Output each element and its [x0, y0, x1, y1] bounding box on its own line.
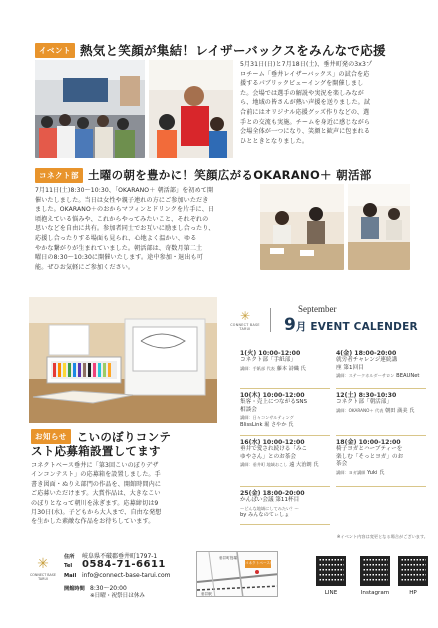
event-person: Yuki 氏 [367, 469, 385, 476]
map-label-connect-base: コネクトベース垂井 [245, 561, 278, 565]
asakatsu-section [0, 164, 438, 284]
connect-base-logo-icon: ✳ [37, 556, 49, 572]
asakatsu-body-line: 7月11日(土)8:30～10:30、「OKARANO＋ 朝活部」を初めて開 [35, 187, 214, 194]
asakatsu-body-line: 能。ぜひお気軽にご参加ください。 [35, 263, 135, 271]
event-title-cont: 茶会 [336, 461, 348, 468]
connect-base-logo-icon: ✳ [239, 309, 251, 323]
asakatsu-body-line: 催いたしました。当日は女性や親子連れの方にご参加いただき [35, 196, 209, 204]
event-date: 16(水) 10:00-12:00 [240, 439, 305, 446]
event-body-line: た。会場では選手の解説や実況を楽しみなが [240, 89, 364, 97]
address-value: 岐阜県不破郡垂井町1797-1 [82, 553, 158, 560]
address-label: 住所 [64, 554, 75, 560]
map-label-town-hall: 垂井町役場 [219, 556, 237, 560]
event-date: 1(火) 10:00-12:00 [240, 350, 301, 357]
event-date: 25(金) 18:00-20:00 [240, 490, 305, 497]
calendar-logo [226, 310, 264, 331]
calendar-event [336, 350, 428, 381]
event-title: かんぱい会議 第11杯目 [240, 497, 300, 504]
mail-value[interactable]: info@connect-base-tarui.com [82, 572, 171, 579]
asakatsu-body-line: ました。OKARANO＋のおからマフィンとドリンクを片手に、日 [35, 206, 215, 214]
calendar-event [336, 439, 428, 477]
calendar-event [240, 439, 332, 470]
notice-body-line: コネクトベース垂井に「第3回こいのぼりデザ [31, 462, 159, 469]
event-title-cont: 楽しむ「そっとヨガ」のお [336, 453, 404, 460]
event-person: by みんなのてぃしょ [240, 512, 290, 519]
event-photo-audience-illustration [35, 60, 145, 158]
event-date: 18(金) 10:00-12:00 [336, 439, 401, 446]
event-body-line: 会場全体が一つになり、笑顔と歓声に包まれる [240, 128, 371, 136]
event-heading [35, 41, 386, 59]
event-person: BEAUNet [396, 373, 420, 380]
hours-label: 開館時間 [64, 586, 85, 592]
calendar-note: ※イベント内容は変更となる場合がございます。 [336, 534, 428, 539]
notice-body-line: 書き図面・ぬりえ部門の作品を、開館時間内に [31, 480, 162, 488]
footer-closed: ※日曜・祝祭日は休み [90, 593, 146, 599]
event-date: 10(木) 10:00-12:00 [240, 392, 305, 399]
notice-tag: お知らせ [31, 429, 71, 444]
event-body-line: ひとときとなりました。 [240, 137, 309, 145]
notice-headline-line-1: こいのぼりコンテ [76, 429, 172, 444]
event-date: 12(土) 8:30-10:30 [336, 392, 397, 399]
event-person: BlissLink 堀 さやか 氏 [240, 421, 294, 428]
calendar-event [240, 350, 332, 373]
calendar-event [240, 490, 340, 520]
hp-qr-label: HP [409, 590, 417, 596]
event-title: 集客・売上につながるSNS [240, 399, 308, 406]
event-title-cont: 相談会 [240, 406, 257, 413]
asakatsu-body-line: やかな繋がりが生まれていました。朝活部は、奇数月第二土 [35, 244, 203, 252]
notice-body-line: ご応募いただけます。大賞作品は、大きなこい [31, 490, 161, 498]
event-person: 朝田 満美 氏 [385, 407, 415, 414]
event-organizer: 講師：ヨガ講師 [336, 469, 366, 475]
event-body [240, 60, 410, 146]
asakatsu-photo-table [260, 184, 344, 270]
event-title: コネクト部「手紙部」 [240, 357, 296, 364]
calendar-row-divider [336, 388, 426, 389]
event-body-line: 合前にはオリジナル応援グッズ作りなどの、選 [240, 108, 370, 116]
notice-body-line: インコンテスト」の応募箱を設置しました。手 [31, 471, 161, 479]
event-person: 藤本 詩織 氏 [276, 365, 306, 372]
event-organizer: 講師：垂井町 地域おこし [240, 462, 288, 468]
event-title: 椅子ヨガとハーブティーを [336, 446, 403, 453]
line-qr-label: LINE [324, 590, 338, 596]
calendar-month-english: September [298, 304, 337, 314]
asakatsu-photo-participants [348, 184, 410, 270]
event-organizer: 講師：手紙部 代表 [240, 365, 275, 371]
asakatsu-body-line: 応援し合ったりする場面も見られ、心地よく温かい、ゆる [35, 234, 197, 242]
instagram-qr-code[interactable] [360, 556, 390, 586]
calendar-row-divider [240, 388, 330, 389]
tel-value[interactable]: 0584-71-6611 [82, 559, 166, 570]
instagram-qr-label: Instagram [360, 590, 390, 596]
calendar-row-divider [240, 435, 330, 436]
line-qr-code[interactable] [316, 556, 346, 586]
asakatsu-photo-participants-illustration [348, 184, 410, 270]
koinobori-photo [29, 297, 217, 423]
event-body-line: ロチーム「垂井レイザーバックス」の試合を応 [240, 70, 370, 78]
event-photo-audience [35, 60, 145, 158]
event-date: 4(金) 18:00-20:00 [336, 350, 397, 357]
event-title-cont: ゆやさん」とのお茶会 [240, 453, 296, 460]
hp-qr-code[interactable] [398, 556, 428, 586]
calendar-month-number: 9 [284, 315, 296, 335]
asakatsu-body-line: 思いなどを自由に共有。参加者同士でお互いに励まし合ったり、 [35, 225, 215, 233]
calendar-divider [270, 308, 271, 332]
event-section [0, 36, 438, 164]
event-tag: イベント [35, 43, 75, 58]
event-title: 垂井で愛され続ける「みこ [240, 446, 308, 453]
calendar-row-divider [240, 486, 330, 487]
notice-heading [31, 429, 221, 444]
asakatsu-body-line: 頃抱えている悩みや、これからやってみたいこと、それぞれの [35, 215, 209, 223]
calendar-title [284, 315, 418, 335]
footer-logo-text: CONNECT BASE TARUI [30, 573, 56, 581]
event-body-line: 5月31日(日)と7月18日(土)、垂井町発の3x3プ [240, 61, 373, 68]
mail-label: Mail [64, 573, 77, 579]
calendar-row-divider [336, 486, 426, 487]
event-organizer: 講師：OKARANO＋ 代表 [336, 407, 384, 413]
asakatsu-heading [35, 167, 372, 183]
access-map-illustration [197, 552, 278, 597]
notice-headline-line-2: スト応募箱設置してます [31, 444, 161, 458]
event-title: コネクト部「朝活部」 [336, 399, 392, 406]
asakatsu-body-line: 曜日の8:30～10:30に開催いたします。途中参加・退出も可 [35, 254, 203, 262]
event-title: 就労者チャレンジ連続講 [336, 357, 398, 364]
footer-tel [64, 559, 166, 570]
calendar-title-text: 月 EVENT CALENDER [295, 321, 418, 333]
calendar-row-divider [240, 524, 330, 525]
notice-body-line: を生かした素敵な作品をお待ちしています。 [31, 518, 155, 526]
event-photo-player-illustration [149, 60, 233, 158]
map-label-station: 垂井駅 [201, 592, 212, 596]
event-calendar [226, 298, 430, 540]
event-organizer: 講師：日々コンサルティング [240, 415, 294, 421]
event-photo-player [149, 60, 233, 158]
calendar-event [240, 392, 332, 429]
calendar-logo-text: CONNECT BASE TARUI [230, 323, 260, 331]
footer-mail [64, 572, 171, 579]
event-title-cont: 座 第1回目 [336, 364, 364, 371]
asakatsu-headline: 土曜の朝を豊かに！笑顔広がるOKARANO＋ 朝活部 [88, 168, 372, 182]
event-subtitle: ～どんな地域にしてみたい？～ [240, 505, 299, 511]
asakatsu-tag: コネクト部 [35, 168, 83, 183]
footer [0, 548, 438, 628]
event-organizer: 講師：ステークホルダーサロン [336, 373, 395, 379]
calendar-event [336, 392, 428, 415]
calendar-row-divider [336, 435, 426, 436]
asakatsu-body [35, 186, 250, 272]
event-headline: 熱気と笑顔が集結！レイザーバックスをみんなで応援 [80, 43, 386, 58]
tel-label: Tel [64, 563, 73, 569]
asakatsu-photo-table-illustration [260, 184, 344, 270]
notice-body-line: 月30日(水)。子どもから大人まで、自由な発想 [31, 509, 162, 517]
event-body-line: 手との交流も実施。チームを身近に感じながら [240, 118, 371, 126]
event-body-line: ら、地域の皆さんが熱い声援を送りました。試 [240, 99, 371, 107]
hours-value: 8:30～20:00 [90, 585, 127, 592]
notice-block [31, 429, 221, 527]
notice-body-line: のぼりとなって朝川を泳ぎます。応募締切は9 [31, 499, 159, 507]
koinobori-photo-illustration [29, 297, 217, 423]
footer-logo [28, 556, 58, 581]
event-body-line: 援するパブリックビューイングを開催しまし [240, 80, 364, 88]
event-person: 遠 大治朗 氏 [289, 462, 319, 469]
notice-body [31, 461, 219, 527]
access-map [196, 551, 278, 597]
